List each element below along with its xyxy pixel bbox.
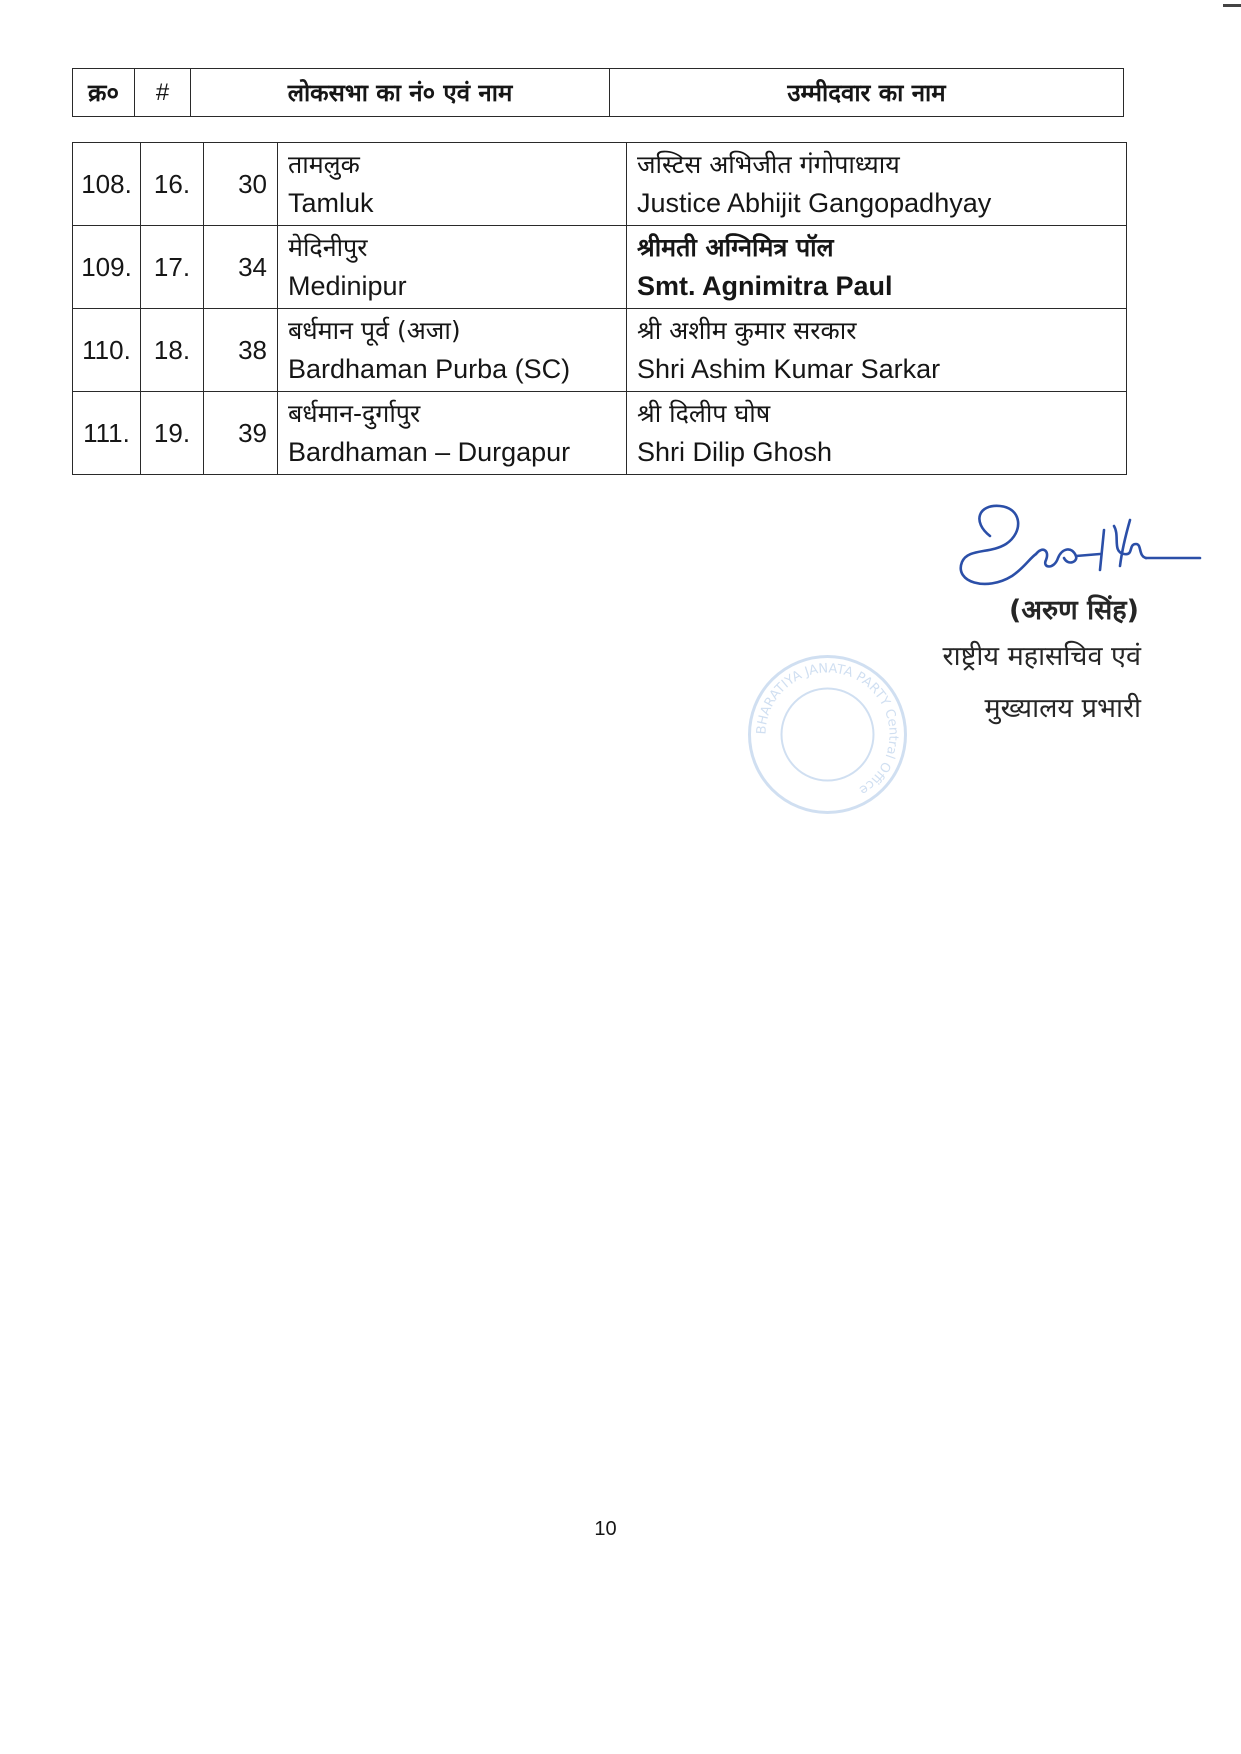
candidate-hindi: श्रीमती अग्निमित्र पॉल xyxy=(637,233,834,262)
candidate-english: Justice Abhijit Gangopadhyay xyxy=(637,188,992,218)
candidate-hindi: श्री अशीम कुमार सरकार xyxy=(637,316,857,345)
table-header xyxy=(72,68,1124,117)
candidate-hindi: श्री दिलीप घोष xyxy=(637,399,771,428)
table-row xyxy=(73,309,1127,392)
scan-edge-mark xyxy=(1223,4,1241,7)
candidate-hindi: जस्टिस अभिजीत गंगोपाध्याय xyxy=(637,150,900,179)
constituency-hindi: बर्धमान-दुर्गापुर xyxy=(288,399,421,428)
serial-cell: 110. xyxy=(73,309,141,392)
header-row xyxy=(73,69,1124,117)
candidate-table xyxy=(72,142,1127,475)
pc-number-cell: 39 xyxy=(204,392,278,475)
table-row xyxy=(73,392,1127,475)
constituency-english: Medinipur xyxy=(288,271,407,301)
constituency-cell xyxy=(278,392,627,475)
constituency-hindi: मेदिनीपुर xyxy=(288,233,368,262)
header-serial: क्र० xyxy=(73,69,135,117)
serial-cell: 108. xyxy=(73,143,141,226)
designation-line-1: राष्ट्रीय महासचिव एवं xyxy=(942,641,1141,672)
candidate-cell xyxy=(627,226,1127,309)
constituency-english: Bardhaman Purba (SC) xyxy=(288,354,571,384)
hash-cell: 19. xyxy=(141,392,204,475)
constituency-hindi: बर्धमान पूर्व (अजा) xyxy=(288,316,461,345)
constituency-english: Bardhaman – Durgapur xyxy=(288,437,571,467)
constituency-cell xyxy=(278,143,627,226)
hash-cell: 17. xyxy=(141,226,204,309)
pc-number-cell: 34 xyxy=(204,226,278,309)
signatory-name: (अरुण सिंह) xyxy=(1009,595,1139,626)
candidate-cell xyxy=(627,143,1127,226)
pc-number-cell: 30 xyxy=(204,143,278,226)
candidate-cell xyxy=(627,309,1127,392)
constituency-cell xyxy=(278,309,627,392)
designation-line-2: मुख्यालय प्रभारी xyxy=(984,693,1141,724)
header-constituency: लोकसभा का नं० एवं नाम xyxy=(191,69,610,117)
header-candidate: उम्मीदवार का नाम xyxy=(610,69,1124,117)
serial-cell: 109. xyxy=(73,226,141,309)
stamp-text: BHARATIYA JANATA PARTY Central Office xyxy=(754,661,901,798)
hash-cell: 18. xyxy=(141,309,204,392)
candidate-cell xyxy=(627,392,1127,475)
serial-cell: 111. xyxy=(73,392,141,475)
candidate-english: Shri Dilip Ghosh xyxy=(637,437,833,467)
candidate-english: Shri Ashim Kumar Sarkar xyxy=(637,354,941,384)
constituency-english: Tamluk xyxy=(288,188,374,218)
stamp-outer-ring xyxy=(750,657,906,813)
page-number: 10 xyxy=(594,1518,617,1540)
constituency-hindi: तामलुक xyxy=(288,150,360,179)
office-stamp xyxy=(745,652,910,817)
svg-text:BHARATIYA JANATA PARTY Central xyxy=(754,661,900,797)
table-row xyxy=(73,143,1127,226)
pc-number-cell: 38 xyxy=(204,309,278,392)
header-hash: # xyxy=(135,69,191,117)
constituency-cell xyxy=(278,226,627,309)
candidate-english: Smt. Agnimitra Paul xyxy=(637,271,893,301)
table-row xyxy=(73,226,1127,309)
hash-cell: 16. xyxy=(141,143,204,226)
stamp-inner-ring xyxy=(782,689,874,781)
